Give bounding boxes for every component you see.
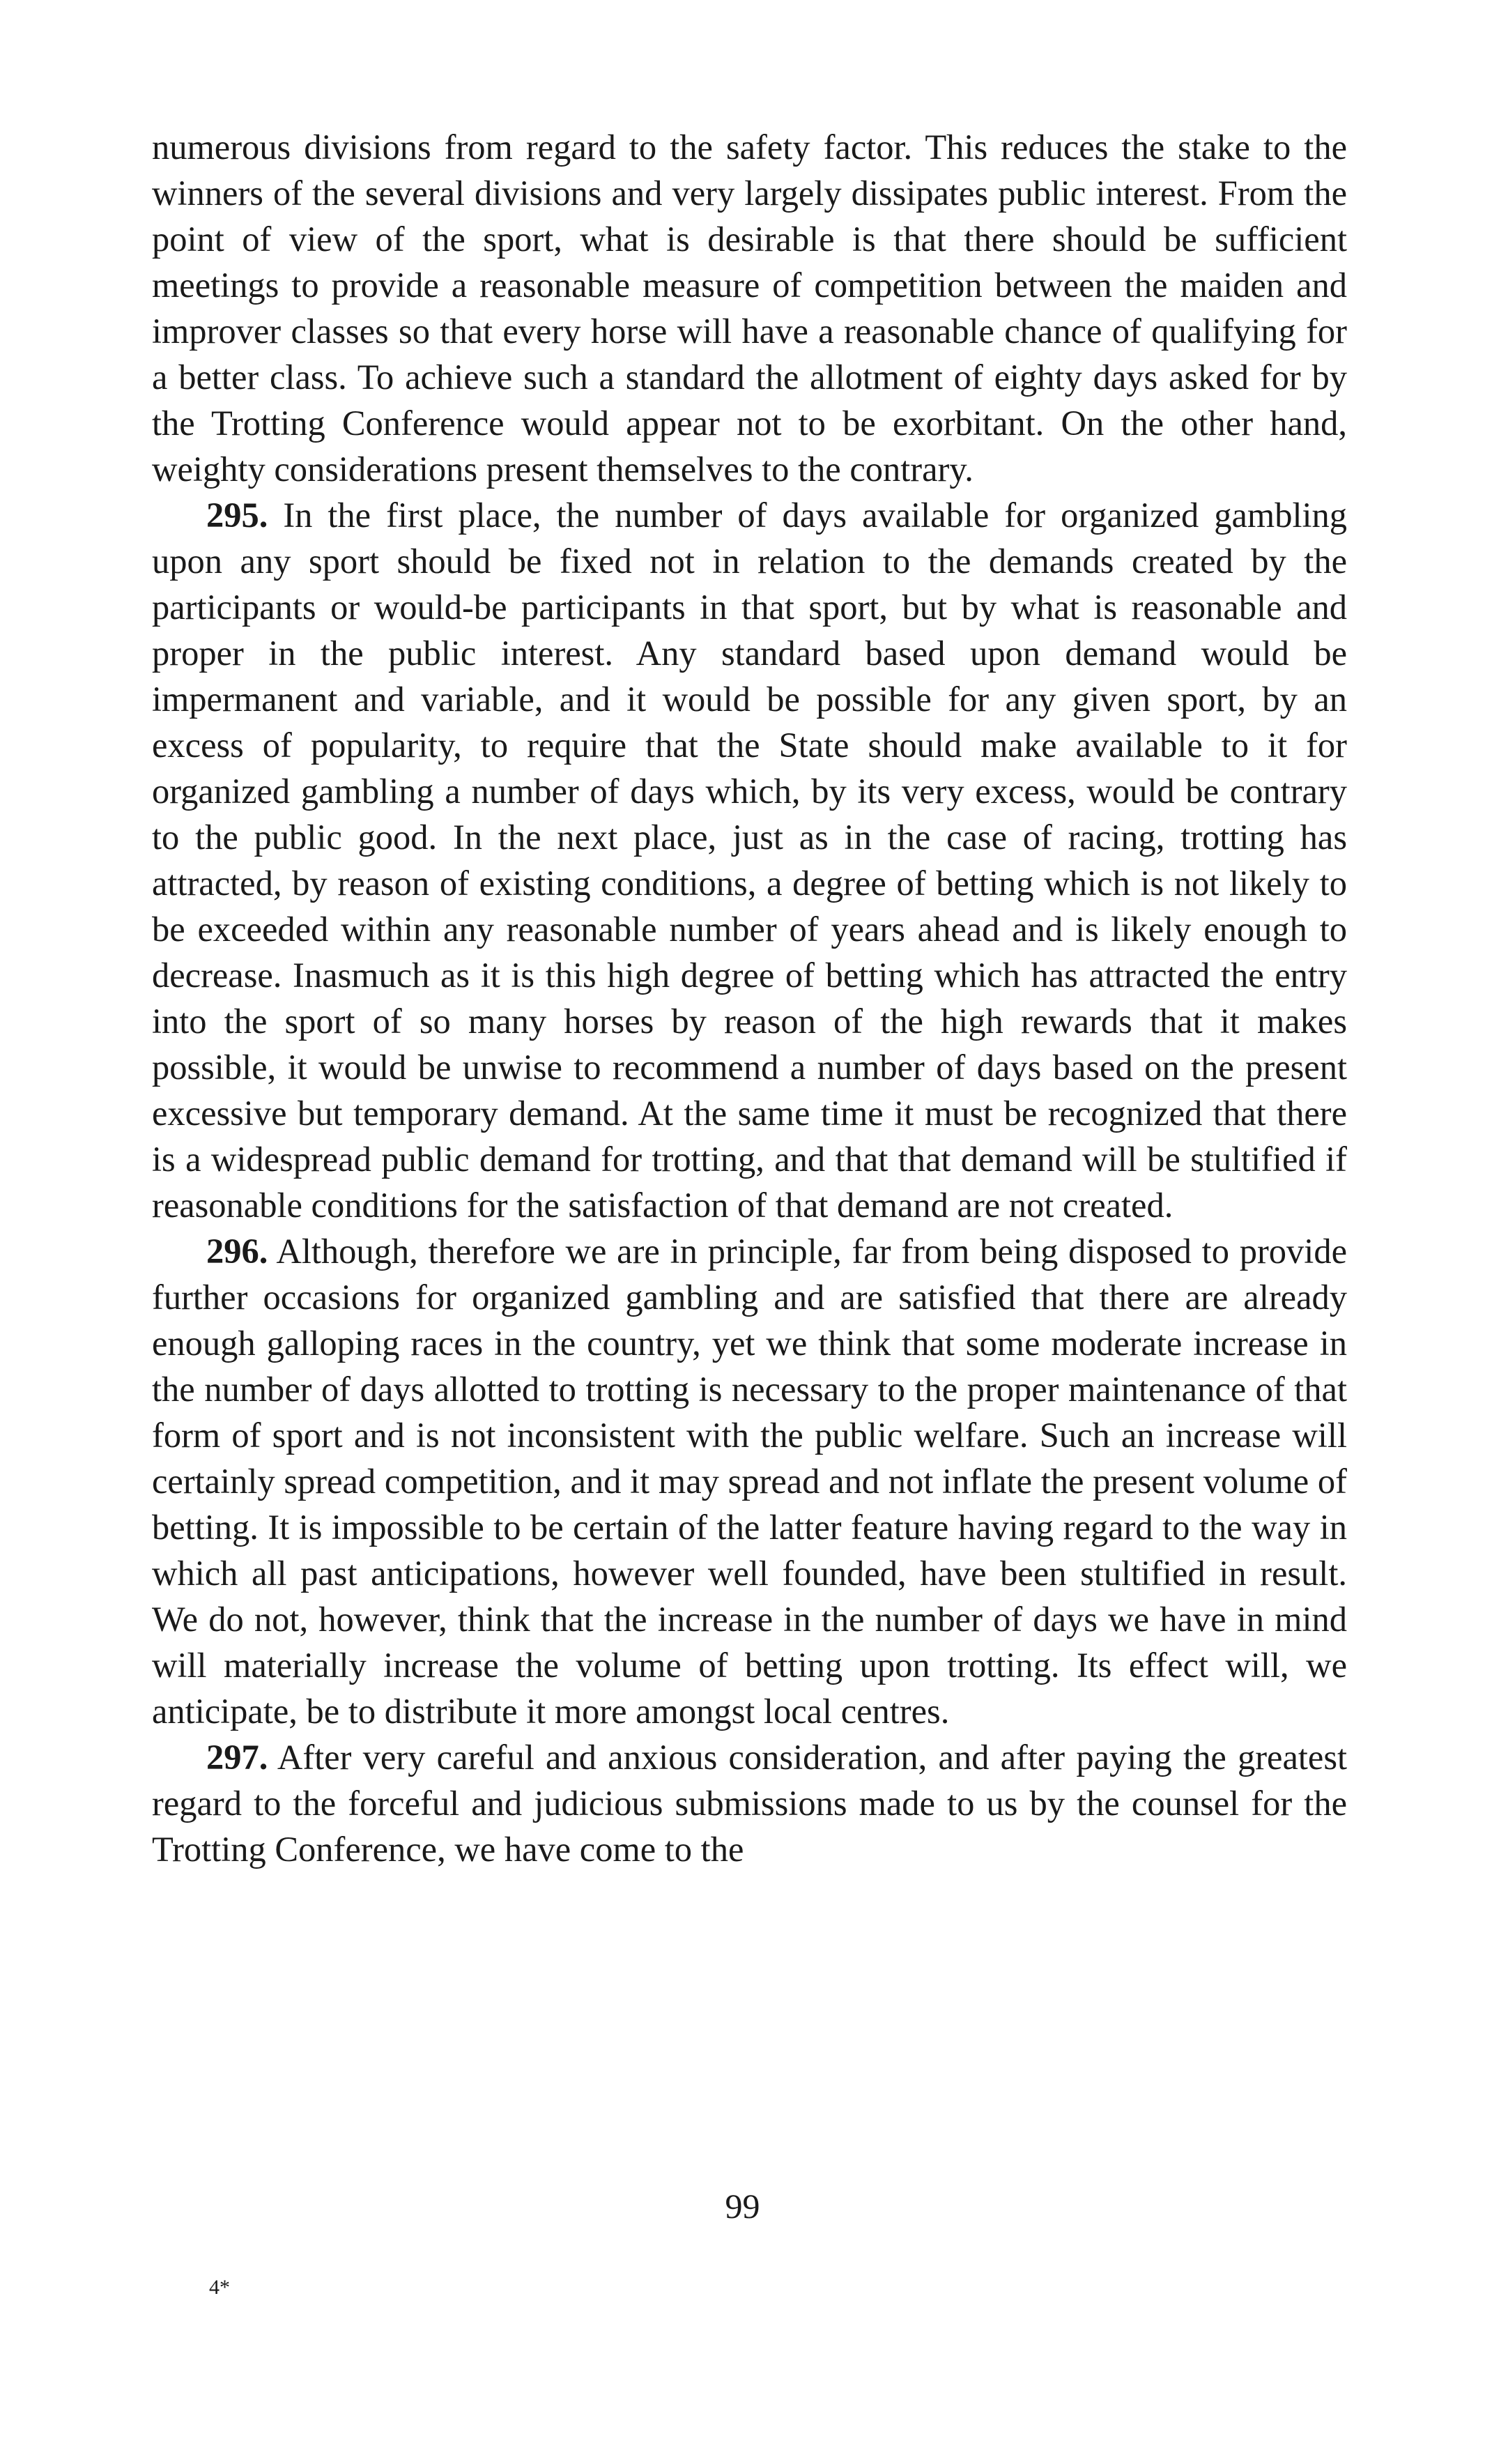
- paragraph-text: In the first place, the number of days available for organized gambling upon any sport should be fixed not in relation to the demands created by the participants or would-be participants in that sport, but by what is reasonable and proper in the public interest. Any standard based upon demand would be impermanent and variable, and it would be possible for any given sport, by an excess of popularity, to require that the State should make available to it for organized gambling a number of days which, by its very excess, would be contrary to the public good. In the next place, just as in the case of racing, trotting has attracted, by reason of existing conditions, a degree of betting which is not likely to be exceeded within any reasonable number of years ahead and is likely enough to decrease. Inasmuch as it is this high degree of betting which has attracted the entry into the sport of so many horses by reason of the high rewards that it makes possible, it would be unwise to recommend a number of days based on the present excessive but temporary demand. At the same time it must be recognized that there is a widespread public demand for trotting, and that that demand will be stultified if reasonable conditions for the satisfaction of that demand are not created.: [152, 496, 1348, 1225]
- paragraph-text: After very careful and anxious consideration, and after paying the greatest regard to the forceful and judicious submissions made to us by the counsel for the Trotting Conference, we have come to the: [152, 1738, 1347, 1869]
- page-number: 99: [725, 2187, 760, 2226]
- paragraph-296: [152, 1228, 1347, 1734]
- paragraph-number: 295.: [206, 496, 268, 535]
- paragraph-297: [152, 1734, 1347, 1872]
- paragraph-text: numerous divisions from regard to the safety factor. This reduces the stake to the winners of the several divisions and very largely dissipates public interest. From the point of view of the sport, what is desirable is that there should be sufficient meetings to provide a reasonable measure of competition between the maiden and improver classes so that every horse will have a reasonable chance of qualifying for a better class. To achieve such a standard the allotment of eighty days asked for by the Trotting Conference would appear not to be exorbitant. On the other hand, weighty considerations present themselves to the contrary.: [152, 128, 1347, 489]
- body-text: [152, 124, 1347, 1872]
- paragraph-295: [152, 492, 1347, 1228]
- paragraph-number: 297.: [206, 1738, 268, 1777]
- paragraph-text: Although, therefore we are in principle, far from being disposed to provide further occasions for organized gambling and are satisfied that there are already enough galloping races in the country, yet we think that some moderate increase in the number of days allotted to trotting is necessary to the proper maintenance of that form of sport and is not inconsistent with the public welfare. Such an increase will certainly spread competition, and it may spread and not inflate the present volume of betting. It is impossible to be certain of the latter feature having regard to the way in which all past anticipations, however well founded, have been stultified in result. We do not, however, think that the increase in the number of days we have in mind will materially increase the volume of betting upon trotting. Its effect will, we anticipate, be to distribute it more amongst local centres.: [152, 1232, 1347, 1731]
- paragraph-continued: [152, 124, 1347, 492]
- signature-mark: 4*: [209, 2276, 230, 2299]
- paragraph-number: 296.: [206, 1232, 268, 1271]
